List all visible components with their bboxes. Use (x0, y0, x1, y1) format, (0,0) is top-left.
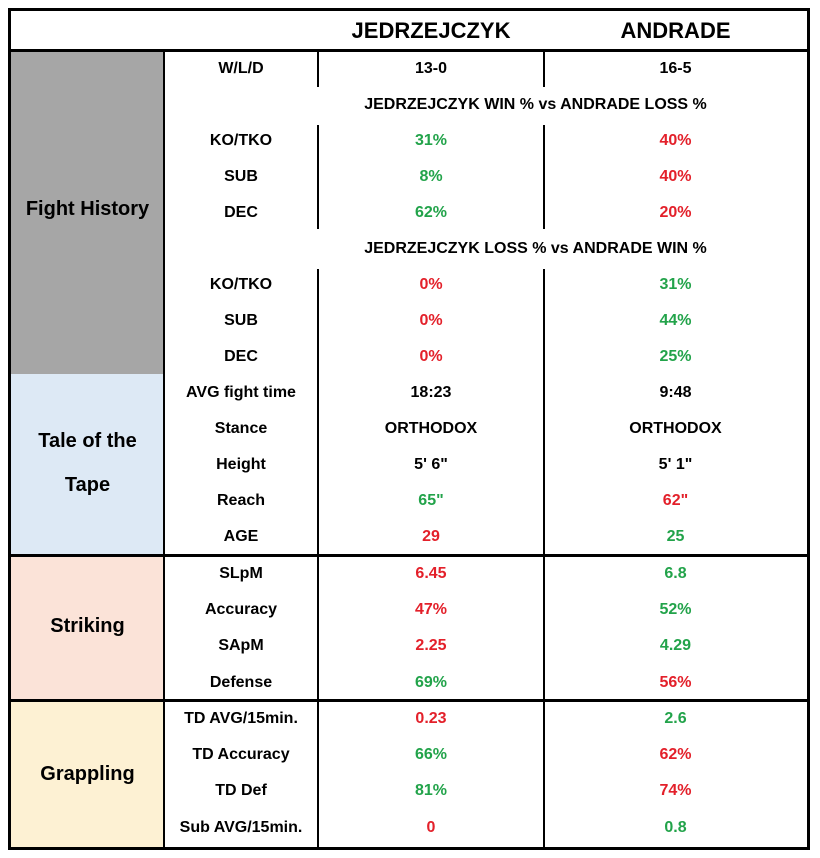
stat-f1-value: 0% (419, 276, 443, 293)
section-striking: Striking (50, 615, 125, 637)
stat-f2-value: 62% (659, 746, 692, 763)
stat-f2-value: 9:48 (659, 384, 692, 401)
stat-f2-value: 0.8 (664, 819, 687, 836)
stat-f1-value: 8% (419, 168, 443, 185)
stat-label: SApM (218, 637, 264, 654)
stat-f2-value: 40% (659, 132, 692, 149)
stat-label: TD Accuracy (192, 746, 290, 763)
stat-f2-value: 40% (659, 168, 692, 185)
section-tale-line1: Tale of the (38, 430, 137, 452)
win-pct-header: JEDRZEJCZYK WIN % vs ANDRADE LOSS % (364, 96, 707, 113)
border-bottom (8, 847, 810, 850)
stat-label: TD AVG/15min. (184, 710, 298, 727)
col-divider (543, 125, 545, 229)
stat-label: KO/TKO (209, 132, 273, 149)
header-divider (8, 49, 810, 52)
stat-f2-value: 2.6 (664, 710, 687, 727)
stat-f2-value: 4.29 (659, 637, 692, 654)
stat-f2-value: ORTHODOX (629, 420, 722, 437)
stat-f1-value: 62% (414, 204, 448, 221)
stat-f2-value: 52% (659, 601, 692, 618)
stat-f1-value: 0% (419, 312, 443, 329)
border-left (8, 8, 11, 850)
record-f1: 13-0 (414, 60, 448, 77)
stat-f2-value: 31% (659, 276, 692, 293)
section-tale-of-tape (11, 418, 164, 508)
stat-f2-value: 44% (659, 312, 692, 329)
striking-grappling-divider (8, 699, 810, 702)
stat-f2-value: 56% (659, 674, 692, 691)
stat-label: Accuracy (204, 601, 278, 618)
stat-f1-value: 29 (422, 528, 440, 545)
stat-f1-value: 81% (414, 782, 448, 799)
fighter1-name: JEDRZEJCZYK (351, 18, 511, 43)
stat-f1-value: 0 (426, 819, 436, 836)
col-divider (543, 49, 545, 87)
stat-f2-value: 62" (662, 492, 689, 509)
stat-f2-value: 74% (659, 782, 692, 799)
stat-label: Sub AVG/15min. (179, 819, 303, 836)
stat-f1-value: 47% (414, 601, 448, 618)
stat-f1-value: 6.45 (415, 565, 447, 582)
stat-f1-value: 31% (414, 132, 448, 149)
col-divider (543, 269, 545, 849)
col-divider (317, 49, 319, 87)
stat-label: SUB (224, 312, 258, 329)
stat-f1-value: 2.25 (415, 637, 447, 654)
loss-pct-header: JEDRZEJCZYK LOSS % vs ANDRADE WIN % (364, 240, 707, 257)
stat-label: Reach (216, 492, 266, 509)
col-divider (317, 269, 319, 849)
section-grappling: Grappling (40, 763, 135, 785)
stat-label: TD Def (215, 782, 267, 799)
stat-f2-value: 20% (659, 204, 692, 221)
stat-f1-value: 0.23 (415, 710, 447, 727)
record-label: W/L/D (218, 60, 264, 77)
stat-f2-value: 6.8 (664, 565, 687, 582)
section-tale-line2: Tape (64, 474, 111, 496)
tale-striking-divider (8, 554, 810, 557)
border-top (8, 8, 810, 11)
stat-label: KO/TKO (209, 276, 273, 293)
stat-f2-value: 5' 1" (658, 456, 693, 473)
stat-label: SLpM (219, 565, 263, 582)
stat-f1-value: 18:23 (410, 384, 452, 401)
stat-label: AVG fight time (186, 384, 296, 401)
label-col-divider (163, 49, 165, 849)
stat-label: DEC (224, 204, 258, 221)
section-fight-history: Fight History (25, 198, 150, 220)
stat-f1-value: 0% (419, 348, 443, 365)
stat-f2-value: 25% (659, 348, 692, 365)
stat-f1-value: ORTHODOX (384, 420, 478, 437)
stat-f1-value: 5' 6" (414, 456, 448, 473)
fighter2-name: ANDRADE (620, 18, 731, 43)
stat-label: SUB (224, 168, 258, 185)
stat-label: Stance (214, 420, 268, 437)
stat-f2-value: 25 (666, 528, 685, 545)
record-f2: 16-5 (659, 60, 692, 77)
border-right (807, 8, 810, 850)
stat-f1-value: 69% (414, 674, 448, 691)
stat-label: DEC (224, 348, 258, 365)
stat-label: AGE (223, 528, 259, 545)
stat-f1-value: 66% (414, 746, 448, 763)
stat-label: Defense (209, 674, 273, 691)
stat-label: Height (216, 456, 266, 473)
col-divider (317, 125, 319, 229)
fight-comparison-table (8, 8, 810, 850)
stat-f1-value: 65" (418, 492, 444, 509)
